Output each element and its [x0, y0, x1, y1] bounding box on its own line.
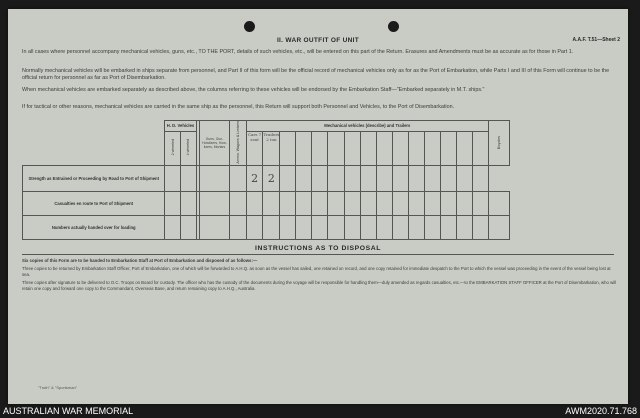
punch-hole — [388, 21, 399, 32]
paragraph: When mechanical vehicles are embarked separately as described above, the columns referring to these vehicles will be endorsed by the Embarkation Staff—"Embarked separately in M.T. ships." — [22, 87, 485, 93]
row-strength-label: Strength as Entrained or Proceeding by Road to Port of Shipment — [23, 165, 165, 191]
entry-cell: 2 — [246, 165, 263, 191]
paragraph: In all cases where personnel accompany mechanical vehicles, guns, etc., TO THE PORT, details of such vehicles, etc., will be entered on this part of the Return. Erasures and Amendments must be as accurate as for those in Part 1. — [22, 49, 574, 55]
divider — [22, 254, 614, 255]
mech-col-cars: Cars 7 seat — [246, 131, 263, 165]
row-handed-over-label: Numbers actually handed over for loading — [23, 215, 165, 239]
document-page — [8, 9, 628, 404]
bicycles-header: Bicycles — [488, 121, 509, 166]
guns-header: Guns, Gun-Howitzers, How-itzers, Mortars — [200, 121, 229, 166]
row-casualties-label: Casualties en route to Port of Shipment — [23, 191, 165, 215]
instruction-line: Three copies after signature to be delivered to O.C. Troops on Board for custody. The officer who has the custody of the documents during the voyage will be responsible for handling them—duly amended as regards casualties, etc.—to the EMBARKATION STAFF OFFICER at the Port of Disembarkation, who will retain one copy and forward one copy to the Commandant, Overseas Base, and return remaining copy to A.H.Q., Australia. — [22, 280, 617, 292]
footer-accession-number: AWM2020.71.768 — [565, 406, 637, 416]
instructions-title: INSTRUCTIONS AS TO DISPOSAL — [254, 245, 382, 252]
instruction-line: Three copies to be returned by Embarkation Staff Officer, Port of Embarkation, one of which will be forwarded to A.H.Q. as soon as the vessel has sailed, one retained on record, and one copy retained for immediate despatch to the Port to which the vessel was proceeding in the event of the vessel being lost at sea. — [22, 266, 611, 278]
vehicle-table — [22, 120, 510, 240]
mechanical-vehicles-header: Mechanical vehicles (describe) and Trailers — [246, 121, 488, 132]
ammo-header: Ammo. Wagons & Limbers — [229, 121, 246, 166]
paragraph: If for tactical or other reasons, mechanical vehicles are carried in the same ship as the personnel, this Return will support both Personnel and Vehicles, to the Port of Disembarkation. — [22, 104, 455, 110]
document-title: II. WAR OUTFIT OF UNIT — [276, 37, 360, 44]
entry-cell: 2 — [263, 165, 280, 191]
printer-imprint: "Truth" & "Sportsman" — [38, 385, 78, 390]
mech-col-trailers: Trailers 2 ton — [263, 131, 280, 165]
footer-institution: AUSTRALIAN WAR MEMORIAL — [3, 406, 134, 416]
instruction-line: Six copies of this Form are to be handed to Embarkation Staff at Port of Embarkation and disposed of as follows:— — [22, 258, 258, 263]
blank-header — [23, 121, 165, 166]
paragraph: Normally mechanical vehicles will be embarked in ships separate from personnel, and Part II of this form will be the official record of mechanical vehicles only as for as the Port of Embarkation, while Parts I and III of this Form will continue to be the official return for personnel as far as Port of Disembarkation. — [22, 68, 610, 81]
punch-hole — [244, 21, 255, 32]
hd-2-wheeled: 2 wheeled — [165, 131, 181, 165]
form-id: A.A.F. T.51—Sheet 2 — [572, 37, 620, 43]
hd-vehicles-header: H. D. Vehicles — [165, 121, 196, 132]
hd-4-wheeled: 4 wheeled — [181, 131, 197, 165]
